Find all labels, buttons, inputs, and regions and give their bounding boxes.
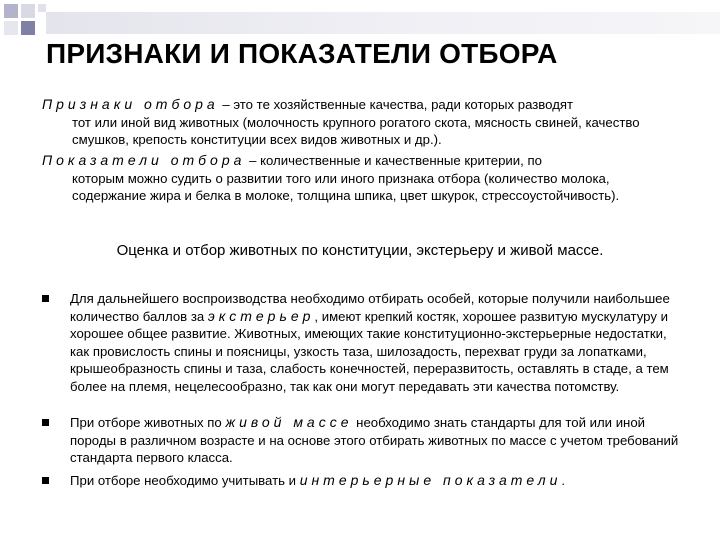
bullet-text-part: , имеют крепкий костяк, хорошее развитую мускулатуру и хорошее общее развитие. Животных, имеющих такие конституционно-экстерьерные недостатки, как провислость спины и поясницы, узкость таза, шилозадость, перехват груди за лопатками, крышеобразность спины и таза, слабость конечностей, переразвитость, оставлять в стаде, а тем более на племя, нецелесообразно, так как они могут передавать эти качества потомству. bbox=[70, 308, 669, 394]
bullet-text-part: Для дальнейшего воспроизводства необходимо отбирать особей, которые получили наибольшее количество баллов за bbox=[70, 291, 670, 324]
bullet-text bbox=[70, 472, 680, 490]
section-subheading: Оценка и отбор животных по конституции, экстерьеру и живой массе. bbox=[116, 242, 604, 259]
definition-first-line: – количественные и качественные критерии, по bbox=[245, 153, 542, 168]
bullet-text bbox=[70, 414, 680, 467]
bullet-text-part: При отборе необходимо учитывать и bbox=[70, 473, 300, 488]
bullet-spaced-term: живой массе bbox=[225, 414, 353, 430]
decor-square bbox=[4, 4, 18, 18]
definition-first-line: – это те хозяйственные качества, ради которых разводят bbox=[218, 97, 574, 112]
definition-continuation: которым можно судить о развитии того или иного признака отбора (количество молока, содержание жира и белка в молоке, толщина шпика, цвет шкурок, стрессоустойчивость). bbox=[72, 170, 620, 203]
bullet-square-icon bbox=[42, 477, 49, 484]
decor-square bbox=[38, 4, 46, 12]
definition-selection-indicators bbox=[42, 152, 682, 205]
title-decor-bar bbox=[46, 12, 720, 34]
bullet-text-part: необходимо знать стандарты для той или иной породы в различном возрасте и на основе этого отбирать животных по массе с учетом требований стандарта первого класса. bbox=[70, 415, 679, 466]
decor-square bbox=[21, 4, 35, 18]
bullet-square-icon bbox=[42, 419, 49, 426]
bullet-text bbox=[70, 290, 680, 396]
definition-selection-traits bbox=[42, 96, 682, 149]
bullet-text-part: . bbox=[561, 473, 566, 488]
definition-continuation: тот или иной вид животных (молочность крупного рогатого скота, мясность свиней, качество смушков, крепость конституции всех видов животных и др.). bbox=[72, 114, 640, 147]
decor-square bbox=[21, 21, 35, 35]
bullet-text-part: При отборе животных по bbox=[70, 415, 226, 430]
bullet-square-icon bbox=[42, 295, 49, 302]
slide-title: ПРИЗНАКИ И ПОКАЗАТЕЛИ ОТБОРА bbox=[46, 38, 558, 69]
definition-term: Признаки отбора bbox=[42, 96, 219, 112]
definition-term: Показатели отбора bbox=[42, 152, 246, 168]
bullet-spaced-term: интерьерные показатели bbox=[299, 472, 562, 488]
decor-square bbox=[4, 21, 18, 35]
bullet-spaced-term: экстерьер bbox=[207, 307, 315, 324]
